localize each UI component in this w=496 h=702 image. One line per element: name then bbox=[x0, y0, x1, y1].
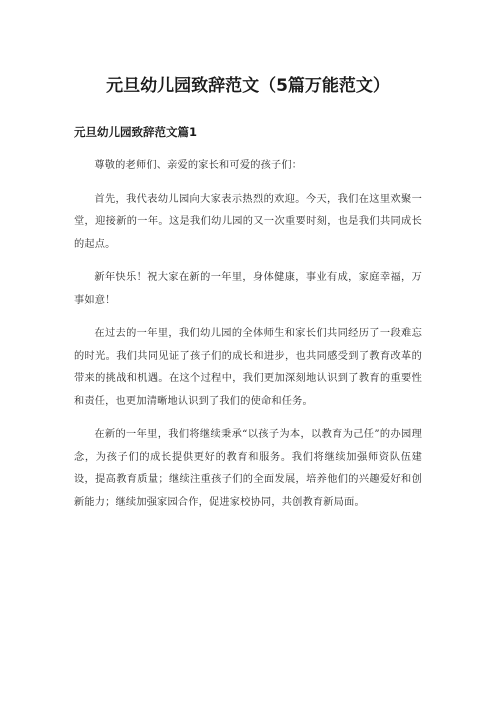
past-year-paragraph: 在过去的一年里，我们幼儿园的全体师生和家长们共同经历了一段难忘的时光。我们共同见证了孩子们的成长和进步，也共同感受到了教育改革的带来的挑战和机遇。在这个过程中，我们更加深刻地认识到了教育的重要性和责任，也更加清晰地认识到了我们的使命和任务。 bbox=[74, 328, 422, 407]
section-heading: 元旦幼儿园致辞范文篇1 bbox=[74, 125, 198, 139]
welcome-paragraph: 首先，我代表幼儿园向大家表示热烈的欢迎。今天，我们在这里欢聚一堂，迎接新的一年。这是我们幼儿园的又一次重要时刻，也是我们共同成长的起点。 bbox=[74, 193, 422, 250]
coming-year-paragraph: 在新的一年里，我们将继续秉承“以孩子为本，以教育为己任”的办园理念，为孩子们的成长提供更好的教育和服务。我们将继续加强师资队伍建设，提高教育质量；继续注重孩子们的全面发展，培养他们的兴趣爱好和创新能力；继续加强家园合作，促进家校协同，共创教育新局面。 bbox=[74, 429, 422, 508]
new-year-wishes-paragraph: 新年快乐！祝大家在新的一年里，身体健康，事业有成，家庭幸福，万事如意！ bbox=[74, 272, 422, 306]
greeting-paragraph: 尊敬的老师们、亲爱的家长和可爱的孩子们： bbox=[94, 160, 303, 171]
document-title: 元旦幼儿园致辞范文（5篇万能范文） bbox=[106, 76, 390, 96]
document-body bbox=[74, 155, 422, 525]
